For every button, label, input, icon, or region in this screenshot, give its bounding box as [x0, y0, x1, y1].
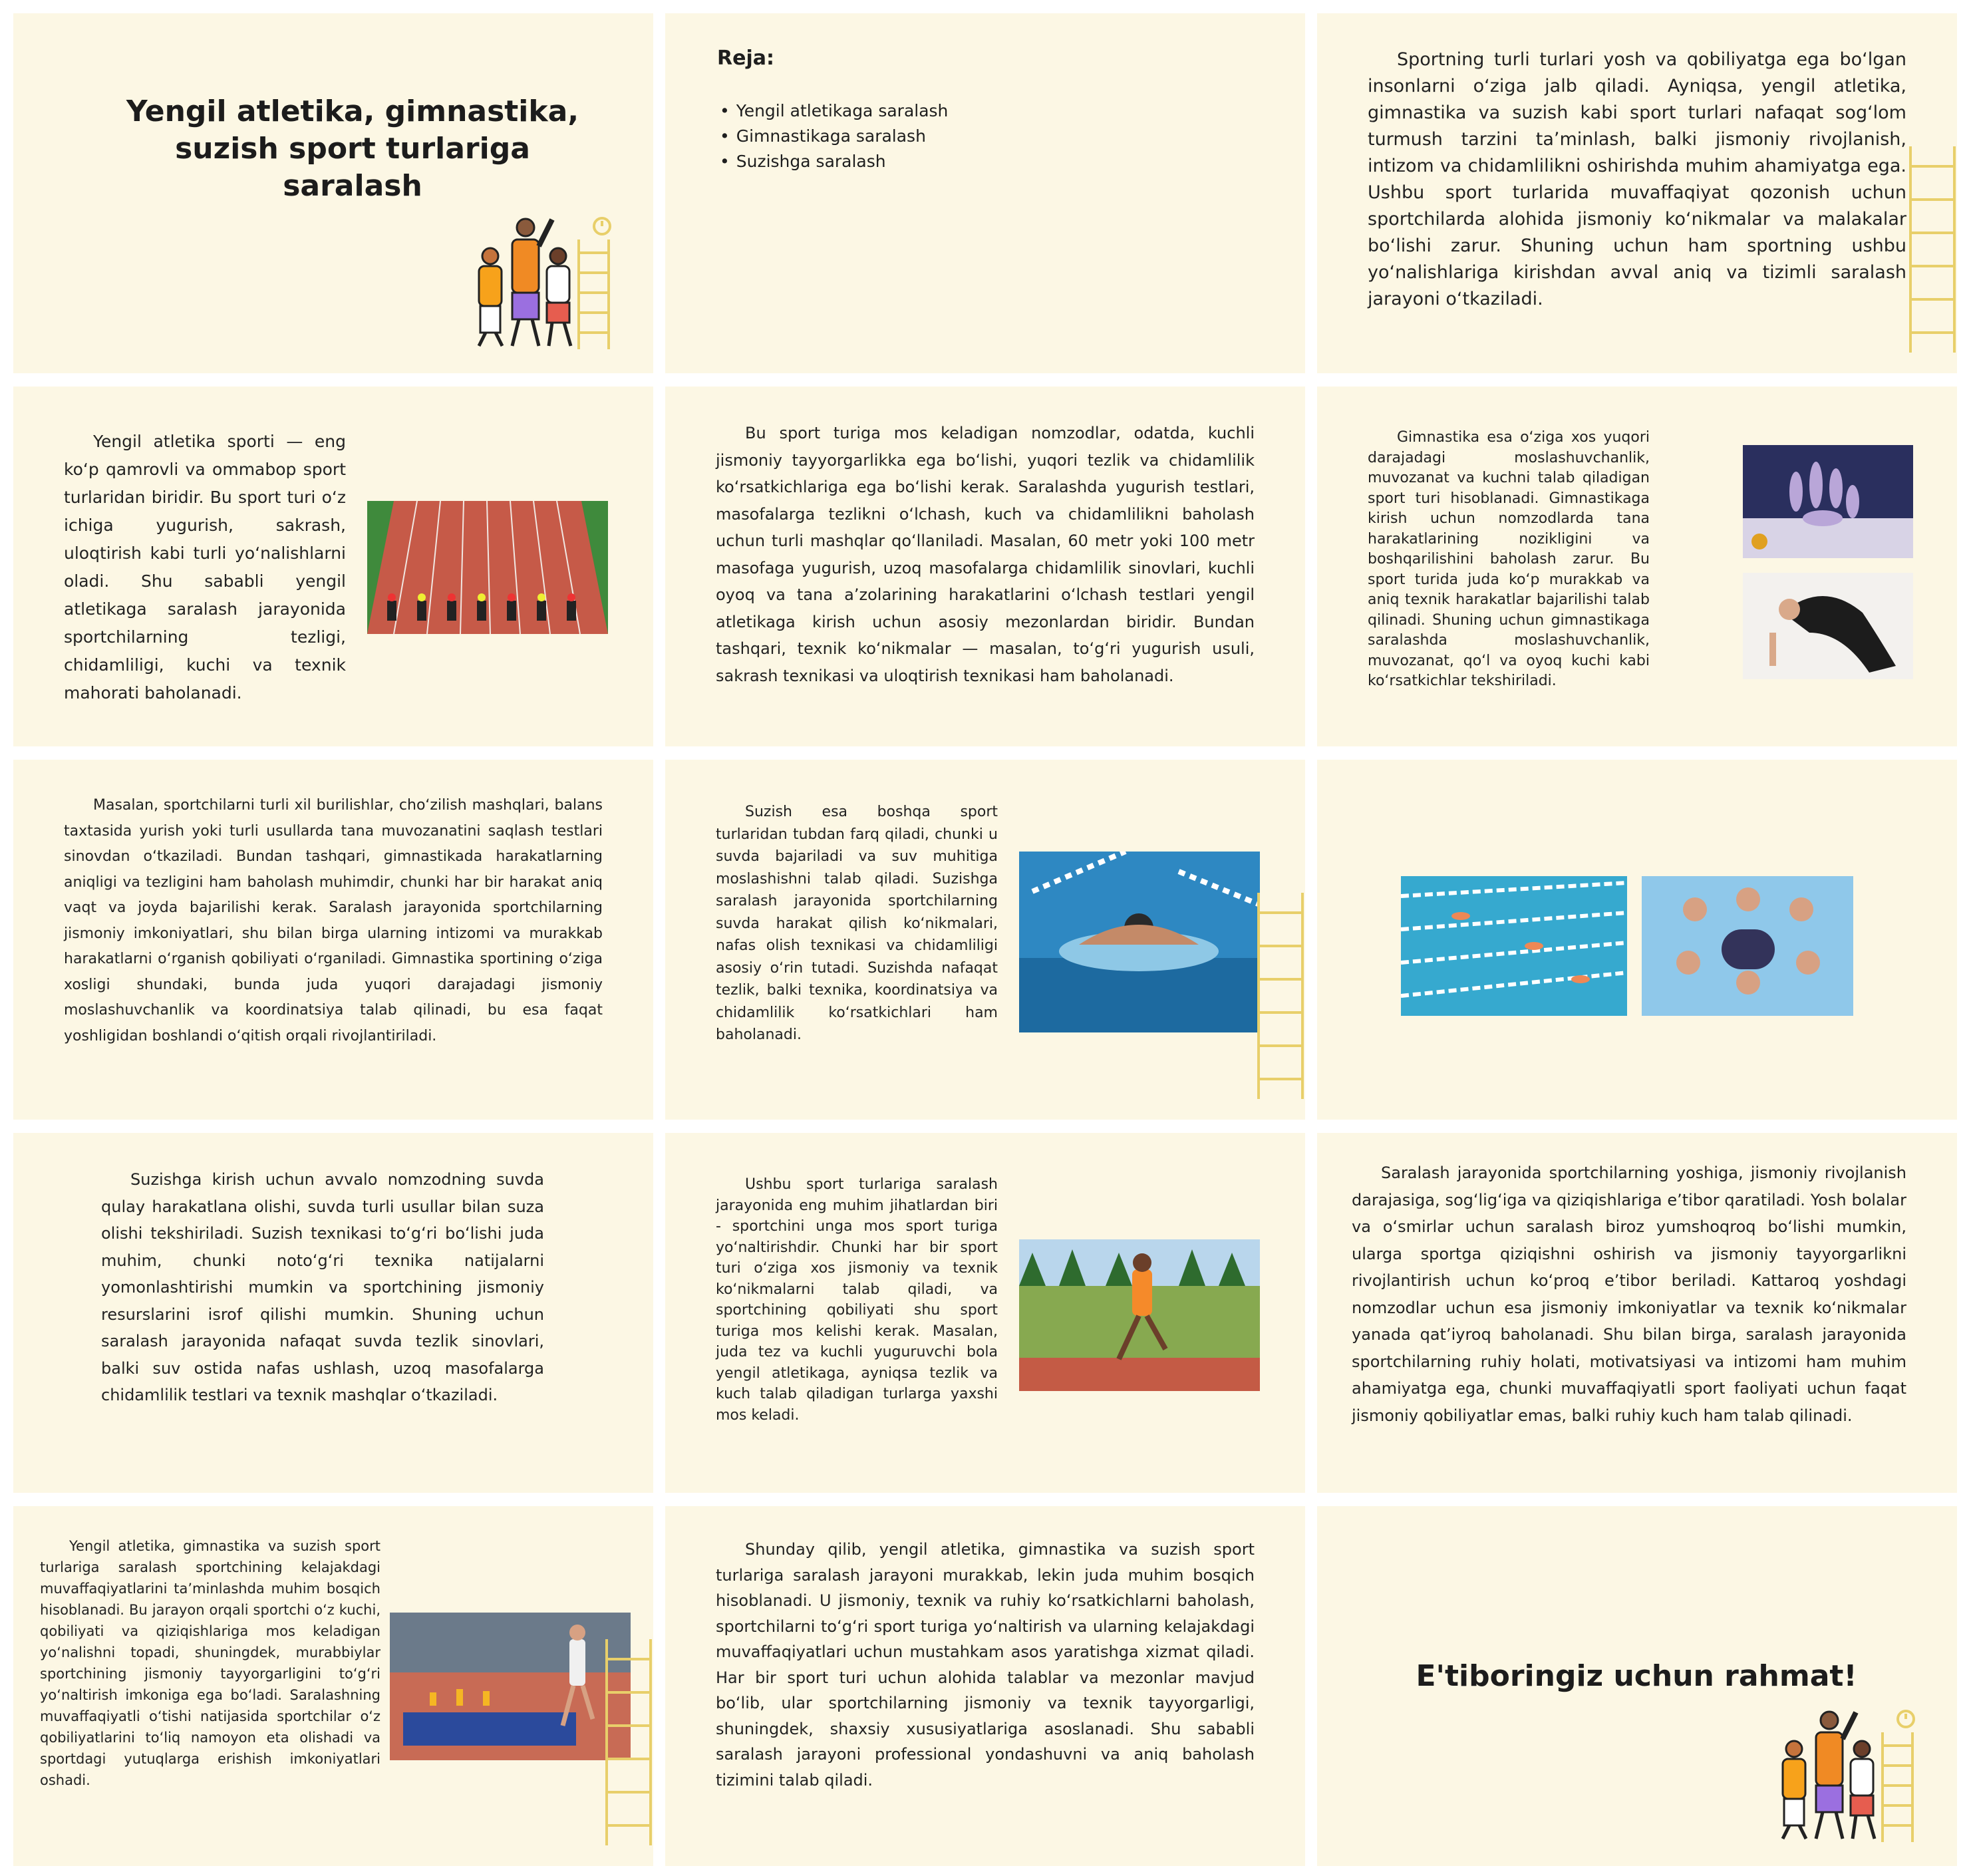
swimming-tests-text	[101, 1166, 544, 1409]
slide-6-gymnastics[interactable]	[1317, 387, 1957, 746]
athletics-paragraph: Yengil atletika sporti — eng koʻp qamrovli va ommabop sport turlaridan biridir. Bu sport turi oʻz ichiga yugurish, sakrash, uloqtirish kabi turli yoʻnalishlarni oladi. Shu sababli yengil atletikaga saralash jarayonida sportchilarning tezligi, chidamliligi, kuchi va texnik mahorati baholanadi.	[64, 432, 346, 703]
steeplechase-photo-icon	[390, 1613, 631, 1760]
butterfly-swimmer-photo-icon	[1019, 852, 1260, 1032]
summary-paragraph: Yengil atletika, gimnastika va suzish sport turlariga saralash sportchining kelajakdagi muvaffaqiyatlarini taʼminlashda muhim bosqich hisoblanadi. Bu jarayon orqali sportchi oʻz kuchi, qobiliyati va qiziqishlariga mos keladigan yoʻnalishni topadi, shuningdek, murabbiylar sportchining jismoniy tayyorgarligini toʻgʻri yoʻnaltirish imkoniga ega boʻladi. Saralashning muvaffaqiyatli oʻtishi natijasida sportchilar oʻz qobiliyatlarini toʻliq namoyon eta olishadi va sportdagi yutuqlarga erishish imkoniyatlari oshadi.	[40, 1538, 380, 1788]
ladder-decoration-icon	[603, 1639, 653, 1845]
swimming-pool-lanes-photo-icon	[1401, 876, 1627, 1016]
plan-item: • Yengil atletikaga saralash	[720, 98, 948, 124]
rhythmic-gymnastics-team-photo-icon	[1743, 445, 1913, 558]
slide-13-summary[interactable]	[13, 1506, 653, 1866]
athletics-criteria-paragraph: Bu sport turiga mos keladigan nomzodlar, odatda, kuchli jismoniy tayyorgarlikka ega boʻlishi, yuqori tezlik va chidamlilik koʻrsatkichlariga ega boʻlishi kerak. Saralashda yugurish testlari, masofalarga tezlikni oʻlchash, kuch va chidamlilikni baholash uchun turli mashqlar qoʻllaniladi. Masalan, 60 metr yoki 100 metr masofaga yugurish, uzoq masofalarga chidamlilik sinovlari, kuchli oyoq va tana aʼzolarining harakatlarini oʻlchash testlari yengil atletikaga kirish uchun asosiy mezonlardan biridir. Bundan tashqari, texnik koʻnikmalar — masalan, toʻgʻri yugurish usuli, sakrash texnikasi va uloqtirish texnikasi ham baholanadi.	[716, 424, 1255, 685]
athletes-illustration-icon	[466, 213, 632, 353]
athletics-criteria-text	[716, 420, 1255, 689]
swimming-text	[716, 801, 998, 1046]
slide-14-conclusion[interactable]	[665, 1506, 1305, 1866]
gymnast-stretch-photo-icon	[1743, 573, 1913, 679]
runner-on-track-photo-icon	[1019, 1239, 1260, 1391]
running-track-photo-icon	[367, 501, 608, 634]
synchronized-swimming-photo-icon	[1642, 876, 1853, 1016]
slide-15-thanks[interactable]	[1317, 1506, 1957, 1866]
age-factors-text	[1352, 1160, 1906, 1429]
athletes-illustration-icon	[1769, 1706, 1936, 1845]
slide-4-athletics[interactable]	[13, 387, 653, 746]
plan-title: Reja:	[717, 47, 774, 70]
slide-9-swimming-photos[interactable]	[1317, 760, 1957, 1120]
plan-list	[720, 98, 948, 174]
athletics-text	[64, 428, 346, 707]
gymnastics-tests-paragraph: Masalan, sportchilarni turli xil burilishlar, choʻzilish mashqlari, balans taxtasida yurish yoki turli usullarda tana muvozanatini saqlash testlari sinovdan oʻtkaziladi. Bundan tashqari, gimnastikada harakatlarning aniqligi va tezligini ham baholash muhimdir, chunki har bir harakat aniq vaqt va joyda bajarilishi kerak. Saralash jarayonida sportchilarning jismoniy imkoniyatlari, shu bilan birga ularning intizomi va murakkab harakatlarni oʻrganish qobiliyati oʻrganiladi. Gimnastika sportining oʻziga xosligi shundaki, bunda juda yuqori darajadagi jismoniy moslashuvchanlik va koordinatsiya talab qilinadi, bu esa faqat yoshligidan boshlandi oʻqitish orqali rivojlantiriladi.	[64, 797, 603, 1044]
age-factors-paragraph: Saralash jarayonida sportchilarning yoshiga, jismoniy rivojlanish darajasiga, sogʻligʻiga va qiziqishlariga eʼtibor qaratiladi. Yosh bolalar va oʻsmirlar uchun saralash biroz yumshoqroq boʻlishi mumkin, ularga sportga qiziqishni oshirish va jismoniy tayyorgarlikni rivojlantirish uchun koʻproq eʼtibor beriladi. Kattaroq yoshdagi nomzodlar uchun esa jismoniy imkoniyatlar va texnik koʻnikmalar yanada qatʼiyroq baholanadi. Shu bilan birga, saralash jarayonida sportchilarning ruhiy holati, motivatsiyasi va intizomi ham muhim ahamiyatga ega, chunki muvaffaqiyatli sport faoliyati uchun faqat jismoniy qobiliyatlar emas, balki ruhiy kuch ham talab qilinadi.	[1352, 1164, 1906, 1425]
plan-item: • Gimnastikaga saralash	[720, 124, 948, 149]
slide-10-swimming-tests[interactable]	[13, 1133, 653, 1493]
slide-7-gymnastics-tests[interactable]	[13, 760, 653, 1120]
slide-11-orientation[interactable]	[665, 1133, 1305, 1493]
slide-3-intro[interactable]	[1317, 13, 1957, 373]
presentation-title: Yengil atletika, gimnastika, suzish sport turlariga saralash	[126, 94, 579, 203]
conclusion-paragraph: Shunday qilib, yengil atletika, gimnastika va suzish sport turlariga saralash jarayoni murakkab, lekin juda muhim bosqich hisoblanadi. U jismoniy, texnik va ruhiy koʻrsatkichlarni baholash, sportchilarni toʻgʻri sport turiga yoʻnaltirish va ularning kelajakdagi muvaffaqiyatlari uchun mustahkam asos yaratishga xizmat qiladi. Har bir sport turi uchun alohida talablar va mezonlar mavjud boʻlib, ular sportchilarning jismoniy va texnik tayyorgarligi, shuningdek, shaxsiy xususiyatlariga asoslanadi. Shu sababli saralash jarayoni professional yondashuvni va aniq baholash tizimini talab qiladi.	[716, 1540, 1255, 1790]
orientation-paragraph: Ushbu sport turlariga saralash jarayonida eng muhim jihatlardan biri - sportchini unga mos sport turiga yoʻnaltirishdir. Chunki har bir sport turi oʻziga xos jismoniy va texnik koʻnikmalarni talab qiladi, va sportchining qobiliyati shu sport turiga mos kelishi kerak. Masalan, juda tez va kuchli yuguruvchi bola yengil atletikaga, ayniqsa tezlik va kuch talab qiladigan turlarga yaxshi mos keladi.	[716, 1176, 998, 1424]
intro-paragraph: Sportning turli turlari yosh va qobiliyatga ega boʻlgan insonlarni oʻziga jalb qiladi. Ayniqsa, yengil atletika, gimnastika va suzish kabi sport turlari nafaqat sogʻlom turmush tarzini taʼminlash, balki jismoniy rivojlanish, intizom va chidamlilikni oshirishda muhim ahamiyatga ega. Ushbu sport turlarida muvaffaqiyat qozonish uchun sportchilarda alohida jismoniy koʻnikmalar va malakalar boʻlishi zarur. Shuning uchun ham sportning ushbu yoʻnalishlariga kirishdan avval aniq va tizimli saralash jarayoni oʻtkaziladi.	[1368, 49, 1906, 309]
conclusion-text	[716, 1537, 1255, 1793]
plan-item: • Suzishga saralash	[720, 149, 948, 174]
swimming-tests-paragraph: Suzishga kirish uchun avvalo nomzodning suvda qulay harakatlana olishi, suvda turli usullar bilan suza olishi tekshiriladi. Suzish texnikasi toʻgʻri boʻlishi juda muhim, chunki notoʻgʻri texnika natijalarni yomonlashtirishi mumkin va sportchining jismoniy resurslarini isrof qilishi mumkin. Shuning uchun saralash jarayonida nafaqat suvda tezlik sinovlari, balki suv ostida nafas ushlash, uzoq masofalarga chidamlilik testlari va texnik mashqlar oʻtkaziladi.	[101, 1170, 544, 1404]
slide-12-age-factors[interactable]	[1317, 1133, 1957, 1493]
gymnastics-text	[1368, 428, 1650, 692]
orientation-text	[716, 1174, 998, 1426]
slide-2-plan[interactable]	[665, 13, 1305, 373]
slide-8-swimming[interactable]	[665, 760, 1305, 1120]
gymnastics-paragraph: Gimnastika esa oʻziga xos yuqori darajadagi moslashuvchanlik, muvozanat va kuchni talab qiladigan sport turi hisoblanadi. Gimnastikaga kirish uchun nomzodlarda tana harakatlarining nozikligini va boshqarilishini baholash zarur. Bu sport turida juda koʻp murakkab va aniq texnik harakatlar bajarilishi talab qilinadi. Shuning uchun gimnastikaga saralashda moslashuvchanlik, muvozanat, qoʻl va oyoq kuchi kabi koʻrsatkichlar tekshiriladi.	[1368, 429, 1650, 689]
gymnastics-tests-text	[64, 793, 603, 1049]
intro-text	[1368, 47, 1906, 313]
thanks-title: E'tiboringiz uchun rahmat!	[1416, 1659, 1857, 1693]
ladder-decoration-icon	[1255, 893, 1305, 1099]
slide-1-title[interactable]	[13, 13, 653, 373]
summary-text	[40, 1535, 380, 1791]
slide-5-athletics-criteria[interactable]	[665, 387, 1305, 746]
swimming-paragraph: Suzish esa boshqa sport turlaridan tubdan farq qiladi, chunki u suvda bajariladi va suv muhitiga moslashishni talab qiladi. Suzishga saralash jarayonida sportchilarning suvda harakat qilish koʻnikmalari, nafas olish texnikasi va chidamliligi asosiy oʻrin tutadi. Suzishda nafaqat tezlik, balki texnika, koordinatsiya va chidamlilik koʻrsatkichlari ham baholanadi.	[716, 804, 998, 1043]
ladder-decoration-icon	[1906, 146, 1957, 353]
